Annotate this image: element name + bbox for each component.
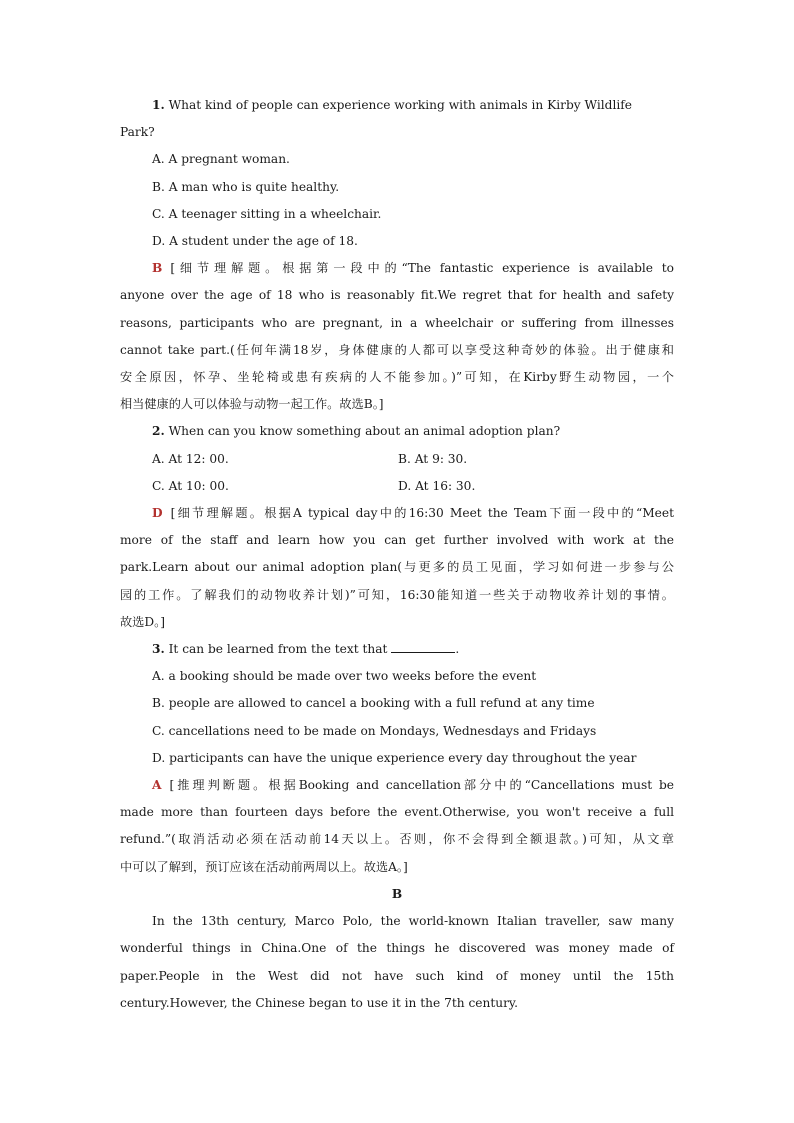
question-1-answer: B [152, 261, 163, 276]
explanation-text: [细节理解题。根据A typical day中的16:30 Meet the Team下面一段中的“Meet [170, 506, 674, 521]
answer-blank [391, 638, 455, 653]
question-2-option-b: B. At 9: 30. [398, 451, 468, 466]
question-2-options-row-1 [120, 446, 674, 473]
question-3-explanation-line-4: 中可以了解到，预订应该在活动前两周以上。故选A。] [120, 859, 408, 874]
question-1-option-b: B. A man who is quite healthy. [152, 179, 340, 194]
question-1-explanation-line-5: 安全原因，怀孕、坐轮椅或患有疾病的人不能参加。)”可知，在Kirby野生动物园，一个 [120, 370, 674, 385]
section-heading: B [391, 886, 403, 901]
question-2-explanation-line-3: park.Learn about our animal adoption plan(与更多的员工见面，学习如何进一步参与公 [120, 560, 674, 575]
question-3-stem [120, 636, 674, 663]
question-2-explanation-line-2: more of the staff and learn how you can get further involved with work at the [120, 533, 674, 548]
question-2-stem [120, 418, 674, 445]
question-3-answer: A [152, 778, 162, 793]
question-1-explanation-line-6: 相当健康的人可以体验与动物一起工作。故选B。] [120, 397, 384, 412]
question-3-stem-text: It can be learned from the text that [168, 642, 388, 657]
question-3-number: 3. [152, 642, 165, 657]
question-1-number: 1. [152, 98, 165, 112]
question-3-explanation-line-3: refund.”(取消活动必须在活动前14天以上。否则，你不会得到全额退款。)可知，从文章 [120, 832, 674, 847]
question-1-option-d: D. A student under the age of 18. [152, 234, 358, 249]
explanation-text: [细节理解题。根据第一段中的“The fantastic experience is available to [170, 261, 674, 276]
question-1-explanation-line-2: anyone over the age of 18 who is reasonably fit.We regret that for health and safety [120, 288, 674, 303]
question-3-option-d: D. participants can have the unique experience every day throughout the year [152, 750, 637, 765]
passage-line-1: In the 13th century, Marco Polo, the world-known Italian traveller, saw many [152, 914, 674, 929]
question-2-explanation-line-1 [120, 500, 674, 527]
question-3-explanation-line-1 [120, 772, 674, 799]
question-1-explanation-line-3: reasons, participants who are pregnant, in a wheelchair or suffering from illnesses [120, 315, 674, 330]
question-3-option-a: A. a booking should be made over two weeks before the event [152, 669, 537, 684]
question-2-explanation-line-4: 园的工作。了解我们的动物收养计划)”可知，16:30能知道一些关于动物收养计划的事情。 [120, 587, 674, 602]
question-2-options-row-2 [120, 473, 674, 500]
question-1-explanation-line-1 [120, 255, 674, 282]
question-2-answer: D [152, 506, 163, 521]
question-2-explanation-line-5: 故选D。] [120, 614, 165, 629]
document-content [120, 92, 674, 1017]
question-2-option-c: C. At 10: 00. [152, 478, 229, 493]
question-1-stem-line-2: Park? [120, 125, 155, 140]
passage-line-3: paper.People in the West did not have such kind of money until the 15th [120, 968, 674, 983]
question-1-stem-line-1 [120, 92, 674, 119]
passage-line-4: century.However, the Chinese began to use it in the 7th century. [120, 995, 519, 1010]
question-1-option-c: C. A teenager sitting in a wheelchair. [152, 206, 382, 221]
question-1-stem: What kind of people can experience working with animals in Kirby Wildlife [168, 98, 632, 112]
passage-line-2: wonderful things in China.One of the things he discovered was money made of [120, 941, 674, 956]
question-1-explanation-line-4: cannot take part.(任何年满18岁，身体健康的人都可以享受这种奇妙的体验。出于健康和 [120, 342, 674, 357]
question-2-number: 2. [152, 424, 165, 439]
question-2-option-a: A. At 12: 00. [152, 451, 229, 466]
question-3-option-b: B. people are allowed to cancel a booking with a full refund at any time [152, 696, 595, 711]
question-1-option-a: A. A pregnant woman. [152, 152, 290, 167]
question-2-option-d: D. At 16: 30. [398, 478, 476, 493]
question-2-stem-text: When can you know something about an animal adoption plan? [168, 424, 561, 439]
question-3-option-c: C. cancellations need to be made on Mondays, Wednesdays and Fridays [152, 723, 597, 738]
question-3-stem-end: . [455, 642, 460, 657]
explanation-text: [推理判断题。根据Booking and cancellation部分中的“Cancellations must be [169, 778, 674, 793]
question-3-explanation-line-2: made more than fourteen days before the event.Otherwise, you won't receive a full [120, 805, 674, 820]
